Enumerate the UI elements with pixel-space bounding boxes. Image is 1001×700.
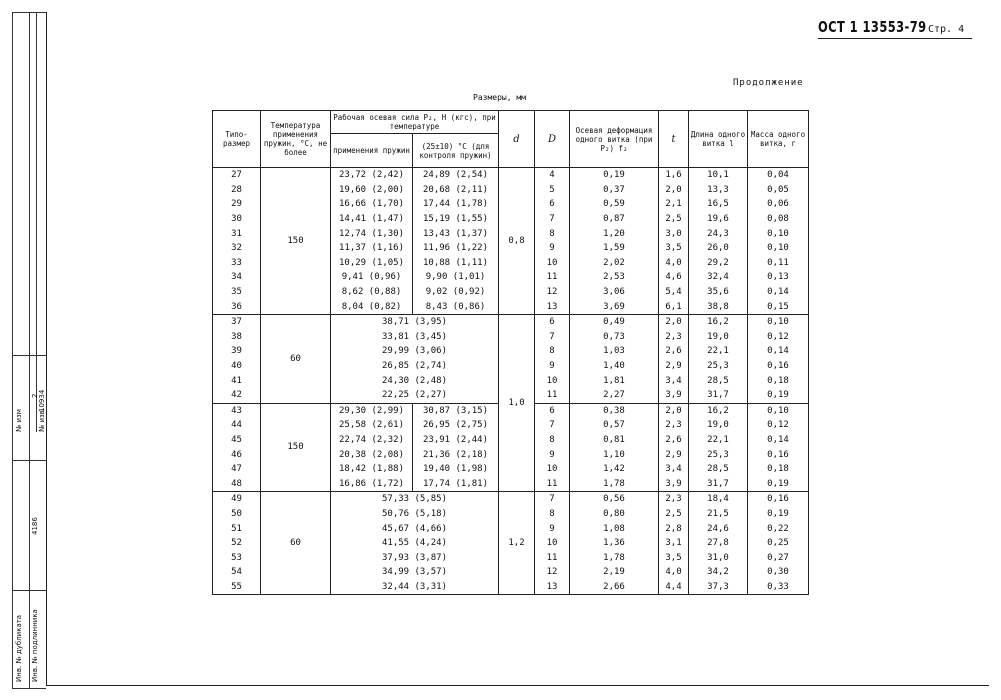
- cell-D: 6: [535, 403, 570, 418]
- cell-t: 2,5: [659, 507, 689, 522]
- cell-tipo: 31: [213, 226, 261, 241]
- cell-force-app: 10,29 (1,05): [331, 256, 413, 271]
- cell-deform: 0,38: [570, 403, 659, 418]
- cell-D: 6: [535, 197, 570, 212]
- cell-force-ctrl: 26,95 (2,75): [413, 418, 499, 433]
- cell-mass: 0,14: [748, 433, 809, 448]
- cell-deform: 0,80: [570, 507, 659, 522]
- cell-force-ctrl: 9,02 (0,92): [413, 285, 499, 300]
- cell-deform: 1,03: [570, 344, 659, 359]
- cell-force-ctrl: 21,36 (2,18): [413, 447, 499, 462]
- cell-deform: 1,78: [570, 550, 659, 565]
- cell-length: 32,4: [689, 270, 748, 285]
- cell-t: 4,0: [659, 256, 689, 271]
- cell-t: 5,4: [659, 285, 689, 300]
- cell-tipo: 29: [213, 197, 261, 212]
- cell-force-app: 18,42 (1,88): [331, 462, 413, 477]
- cell-D: 8: [535, 433, 570, 448]
- cell-tipo: 36: [213, 299, 261, 314]
- cell-force-app: 20,38 (2,08): [331, 447, 413, 462]
- cell-force-merged: 34,99 (3,57): [331, 565, 499, 580]
- cell-length: 26,0: [689, 241, 748, 256]
- col-D: D: [535, 111, 570, 168]
- cell-D: 10: [535, 536, 570, 551]
- cell-t: 2,9: [659, 447, 689, 462]
- cell-D: 11: [535, 388, 570, 403]
- cell-D: 8: [535, 226, 570, 241]
- cell-length: 18,4: [689, 492, 748, 507]
- cell-D: 12: [535, 285, 570, 300]
- dubl-label: Инв. № дубликата: [15, 614, 23, 682]
- cell-mass: 0,19: [748, 507, 809, 522]
- cell-mass: 0,19: [748, 476, 809, 491]
- strip-bottom: [12, 688, 46, 689]
- cell-tipo: 37: [213, 314, 261, 329]
- cell-deform: 2,19: [570, 565, 659, 580]
- cell-deform: 1,78: [570, 476, 659, 491]
- cell-t: 2,5: [659, 212, 689, 227]
- strip-divider: [12, 355, 46, 356]
- cell-force-app: 14,41 (1,47): [331, 212, 413, 227]
- cell-tipo: 53: [213, 550, 261, 565]
- cell-deform: 1,08: [570, 521, 659, 536]
- col-deform: Осевая деформация одного витка (при P₂) f₂: [570, 111, 659, 168]
- cell-force-merged: 26,85 (2,74): [331, 359, 499, 374]
- cell-tipo: 43: [213, 403, 261, 418]
- cell-mass: 0,06: [748, 197, 809, 212]
- cell-deform: 1,81: [570, 373, 659, 388]
- cell-force-merged: 38,71 (3,95): [331, 314, 499, 329]
- cell-tipo: 47: [213, 462, 261, 477]
- sizes-note: Размеры, мм: [473, 93, 526, 102]
- cell-force-app: 19,60 (2,00): [331, 183, 413, 198]
- cell-force-merged: 57,33 (5,85): [331, 492, 499, 507]
- cell-force-ctrl: 17,74 (1,81): [413, 476, 499, 491]
- cell-force-merged: 41,55 (4,24): [331, 536, 499, 551]
- cell-mass: 0,13: [748, 270, 809, 285]
- cell-length: 16,5: [689, 197, 748, 212]
- cell-deform: 0,19: [570, 168, 659, 183]
- cell-t: 2,8: [659, 521, 689, 536]
- cell-force-ctrl: 15,19 (1,55): [413, 212, 499, 227]
- col-force-app: применения пружин: [331, 134, 413, 168]
- col-d: d: [499, 111, 535, 168]
- cell-deform: 1,40: [570, 359, 659, 374]
- cell-force-ctrl: 9,90 (1,01): [413, 270, 499, 285]
- spring-table: [212, 110, 809, 595]
- cell-tipo: 32: [213, 241, 261, 256]
- col-force-ctrl: (25±10) °C (для контроля пружин): [413, 134, 499, 168]
- strip-line: [29, 12, 30, 688]
- col-tipo: Типо-размер: [213, 111, 261, 168]
- strip-top: [12, 12, 46, 13]
- col-mass: Масса одного витка, г: [748, 111, 809, 168]
- cell-length: 22,1: [689, 433, 748, 448]
- cell-mass: 0,18: [748, 373, 809, 388]
- cell-force-ctrl: 24,89 (2,54): [413, 168, 499, 183]
- cell-length: 22,1: [689, 344, 748, 359]
- cell-deform: 1,20: [570, 226, 659, 241]
- cell-t: 4,6: [659, 270, 689, 285]
- cell-mass: 0,27: [748, 550, 809, 565]
- izm-number: 10934: [38, 389, 46, 412]
- cell-deform: 0,49: [570, 314, 659, 329]
- cell-tipo: 33: [213, 256, 261, 271]
- cell-force-merged: 45,67 (4,66): [331, 521, 499, 536]
- cell-mass: 0,12: [748, 330, 809, 345]
- table-row: [213, 168, 809, 183]
- cell-t: 2,6: [659, 433, 689, 448]
- cell-length: 28,5: [689, 373, 748, 388]
- cell-d: 1,2: [499, 492, 535, 595]
- cell-length: 24,6: [689, 521, 748, 536]
- cell-mass: 0,25: [748, 536, 809, 551]
- cell-temp: 60: [261, 492, 331, 595]
- cell-tipo: 52: [213, 536, 261, 551]
- cell-tipo: 49: [213, 492, 261, 507]
- header-rule: [818, 38, 972, 39]
- cell-length: 16,2: [689, 314, 748, 329]
- cell-t: 2,3: [659, 330, 689, 345]
- cell-tipo: 41: [213, 373, 261, 388]
- cell-force-ctrl: 17,44 (1,78): [413, 197, 499, 212]
- cell-mass: 0,11: [748, 256, 809, 271]
- cell-tipo: 50: [213, 507, 261, 522]
- cell-t: 4,4: [659, 580, 689, 595]
- cell-t: 3,1: [659, 536, 689, 551]
- cell-force-app: 8,04 (0,82): [331, 299, 413, 314]
- cell-D: 7: [535, 330, 570, 345]
- cell-tipo: 38: [213, 330, 261, 345]
- cell-mass: 0,10: [748, 403, 809, 418]
- cell-deform: 0,73: [570, 330, 659, 345]
- cell-deform: 2,02: [570, 256, 659, 271]
- cell-t: 4,0: [659, 565, 689, 580]
- cell-mass: 0,16: [748, 359, 809, 374]
- izv-label: № изв.: [38, 407, 46, 432]
- cell-mass: 0,15: [748, 299, 809, 314]
- cell-force-ctrl: 23,91 (2,44): [413, 433, 499, 448]
- doc-code: ОСТ 1 13553-79: [818, 18, 927, 36]
- cell-D: 8: [535, 507, 570, 522]
- cell-force-app: 16,66 (1,70): [331, 197, 413, 212]
- cell-temp: 150: [261, 168, 331, 315]
- table-body: [213, 168, 809, 595]
- cell-length: 34,2: [689, 565, 748, 580]
- cell-mass: 0,19: [748, 388, 809, 403]
- cell-force-app: 22,74 (2,32): [331, 433, 413, 448]
- cell-deform: 2,27: [570, 388, 659, 403]
- cell-d: 0,8: [499, 168, 535, 315]
- cell-length: 35,6: [689, 285, 748, 300]
- cell-tipo: 54: [213, 565, 261, 580]
- cell-length: 10,1: [689, 168, 748, 183]
- cell-deform: 0,57: [570, 418, 659, 433]
- cell-mass: 0,12: [748, 418, 809, 433]
- cell-force-merged: 50,76 (5,18): [331, 507, 499, 522]
- cell-mass: 0,08: [748, 212, 809, 227]
- cell-tipo: 34: [213, 270, 261, 285]
- cell-length: 28,5: [689, 462, 748, 477]
- cell-t: 2,0: [659, 403, 689, 418]
- cell-deform: 0,56: [570, 492, 659, 507]
- cell-D: 13: [535, 299, 570, 314]
- cell-force-app: 29,30 (2,99): [331, 403, 413, 418]
- cell-deform: 1,42: [570, 462, 659, 477]
- cell-D: 10: [535, 256, 570, 271]
- table-row: [213, 314, 809, 329]
- cell-tipo: 35: [213, 285, 261, 300]
- cell-length: 38,8: [689, 299, 748, 314]
- cell-force-merged: 29,99 (3,06): [331, 344, 499, 359]
- cell-mass: 0,10: [748, 241, 809, 256]
- cell-mass: 0,14: [748, 344, 809, 359]
- cell-mass: 0,22: [748, 521, 809, 536]
- cell-length: 31,7: [689, 476, 748, 491]
- cell-force-ctrl: 8,43 (0,86): [413, 299, 499, 314]
- cell-tipo: 51: [213, 521, 261, 536]
- cell-force-app: 8,62 (0,88): [331, 285, 413, 300]
- cell-force-app: 16,86 (1,72): [331, 476, 413, 491]
- cell-mass: 0,16: [748, 447, 809, 462]
- cell-force-merged: 37,93 (3,87): [331, 550, 499, 565]
- cell-t: 3,5: [659, 241, 689, 256]
- cell-deform: 0,81: [570, 433, 659, 448]
- cell-length: 19,0: [689, 330, 748, 345]
- cell-deform: 3,06: [570, 285, 659, 300]
- cell-t: 3,9: [659, 476, 689, 491]
- cell-t: 3,9: [659, 388, 689, 403]
- cell-length: 31,7: [689, 388, 748, 403]
- izm-value: 2: [31, 393, 39, 398]
- cell-tipo: 30: [213, 212, 261, 227]
- cell-deform: 0,37: [570, 183, 659, 198]
- cell-force-merged: 32,44 (3,31): [331, 580, 499, 595]
- cell-force-ctrl: 13,43 (1,37): [413, 226, 499, 241]
- continuation-label: Продолжение: [733, 78, 804, 88]
- cell-D: 12: [535, 565, 570, 580]
- cell-length: 25,3: [689, 447, 748, 462]
- cell-t: 3,4: [659, 462, 689, 477]
- cell-force-ctrl: 10,88 (1,11): [413, 256, 499, 271]
- cell-force-app: 25,58 (2,61): [331, 418, 413, 433]
- cell-D: 11: [535, 270, 570, 285]
- strip-line: [36, 12, 37, 432]
- cell-D: 13: [535, 580, 570, 595]
- cell-deform: 2,66: [570, 580, 659, 595]
- cell-tipo: 28: [213, 183, 261, 198]
- strip-divider: [12, 590, 46, 591]
- cell-force-ctrl: 30,87 (3,15): [413, 403, 499, 418]
- cell-deform: 0,59: [570, 197, 659, 212]
- cell-force-app: 9,41 (0,96): [331, 270, 413, 285]
- cell-force-merged: 33,81 (3,45): [331, 330, 499, 345]
- cell-force-merged: 24,30 (2,48): [331, 373, 499, 388]
- cell-deform: 1,10: [570, 447, 659, 462]
- cell-force-app: 12,74 (1,30): [331, 226, 413, 241]
- cell-D: 9: [535, 359, 570, 374]
- cell-D: 11: [535, 550, 570, 565]
- cell-mass: 0,30: [748, 565, 809, 580]
- strip-divider: [12, 460, 46, 461]
- cell-force-ctrl: 19,40 (1,98): [413, 462, 499, 477]
- cell-mass: 0,05: [748, 183, 809, 198]
- cell-D: 10: [535, 373, 570, 388]
- cell-length: 19,0: [689, 418, 748, 433]
- cell-t: 3,0: [659, 226, 689, 241]
- cell-length: 13,3: [689, 183, 748, 198]
- cell-length: 16,2: [689, 403, 748, 418]
- cell-tipo: 44: [213, 418, 261, 433]
- cell-D: 5: [535, 183, 570, 198]
- cell-deform: 3,69: [570, 299, 659, 314]
- cell-deform: 2,53: [570, 270, 659, 285]
- cell-length: 37,3: [689, 580, 748, 595]
- podl-label: Инв. № подлинника: [31, 609, 39, 682]
- cell-force-ctrl: 11,96 (1,22): [413, 241, 499, 256]
- cell-t: 3,5: [659, 550, 689, 565]
- cell-D: 9: [535, 241, 570, 256]
- cell-length: 25,3: [689, 359, 748, 374]
- cell-length: 24,3: [689, 226, 748, 241]
- table-row: [213, 492, 809, 507]
- col-temp: Температура применения пружин, °C, не более: [261, 111, 331, 168]
- cell-mass: 0,10: [748, 226, 809, 241]
- cell-length: 19,6: [689, 212, 748, 227]
- cell-deform: 1,36: [570, 536, 659, 551]
- page-number: Стр. 4: [928, 24, 965, 35]
- cell-mass: 0,10: [748, 314, 809, 329]
- cell-t: 6,1: [659, 299, 689, 314]
- cell-tipo: 48: [213, 476, 261, 491]
- cell-length: 21,5: [689, 507, 748, 522]
- cell-tipo: 46: [213, 447, 261, 462]
- cell-tipo: 39: [213, 344, 261, 359]
- cell-tipo: 42: [213, 388, 261, 403]
- col-force: Рабочая осевая сила P₂, Н (кгс), при температуре: [331, 111, 499, 134]
- cell-length: 29,2: [689, 256, 748, 271]
- cell-t: 2,0: [659, 314, 689, 329]
- cell-D: 11: [535, 476, 570, 491]
- cell-t: 1,6: [659, 168, 689, 183]
- cell-t: 2,3: [659, 492, 689, 507]
- cell-tipo: 45: [213, 433, 261, 448]
- cell-temp: 150: [261, 403, 331, 492]
- cell-tipo: 55: [213, 580, 261, 595]
- strip-line: [12, 12, 13, 688]
- cell-mass: 0,04: [748, 168, 809, 183]
- cell-t: 2,0: [659, 183, 689, 198]
- cell-D: 9: [535, 521, 570, 536]
- cell-temp: 60: [261, 314, 331, 403]
- cell-length: 27,8: [689, 536, 748, 551]
- cell-tipo: 27: [213, 168, 261, 183]
- cell-D: 6: [535, 314, 570, 329]
- cell-D: 9: [535, 447, 570, 462]
- cell-force-merged: 22,25 (2,27): [331, 388, 499, 403]
- cell-mass: 0,16: [748, 492, 809, 507]
- cell-D: 7: [535, 418, 570, 433]
- col-t: t: [659, 111, 689, 168]
- cell-length: 31,0: [689, 550, 748, 565]
- cell-t: 3,4: [659, 373, 689, 388]
- cell-deform: 1,59: [570, 241, 659, 256]
- cell-force-app: 11,37 (1,16): [331, 241, 413, 256]
- cell-mass: 0,14: [748, 285, 809, 300]
- cell-deform: 0,87: [570, 212, 659, 227]
- cell-D: 10: [535, 462, 570, 477]
- cell-mass: 0,33: [748, 580, 809, 595]
- cell-D: 8: [535, 344, 570, 359]
- cell-D: 7: [535, 492, 570, 507]
- cell-mass: 0,18: [748, 462, 809, 477]
- izm-label: № изм: [15, 408, 23, 432]
- cell-D: 4: [535, 168, 570, 183]
- cell-force-ctrl: 20,68 (2,11): [413, 183, 499, 198]
- cell-t: 2,3: [659, 418, 689, 433]
- cell-D: 7: [535, 212, 570, 227]
- cell-t: 2,6: [659, 344, 689, 359]
- cell-t: 2,1: [659, 197, 689, 212]
- col-length: Длина одного витка l: [689, 111, 748, 168]
- cell-d: 1,0: [499, 314, 535, 491]
- cell-t: 2,9: [659, 359, 689, 374]
- cell-tipo: 40: [213, 359, 261, 374]
- cell-force-app: 23,72 (2,42): [331, 168, 413, 183]
- inv-number: 4186: [31, 517, 39, 535]
